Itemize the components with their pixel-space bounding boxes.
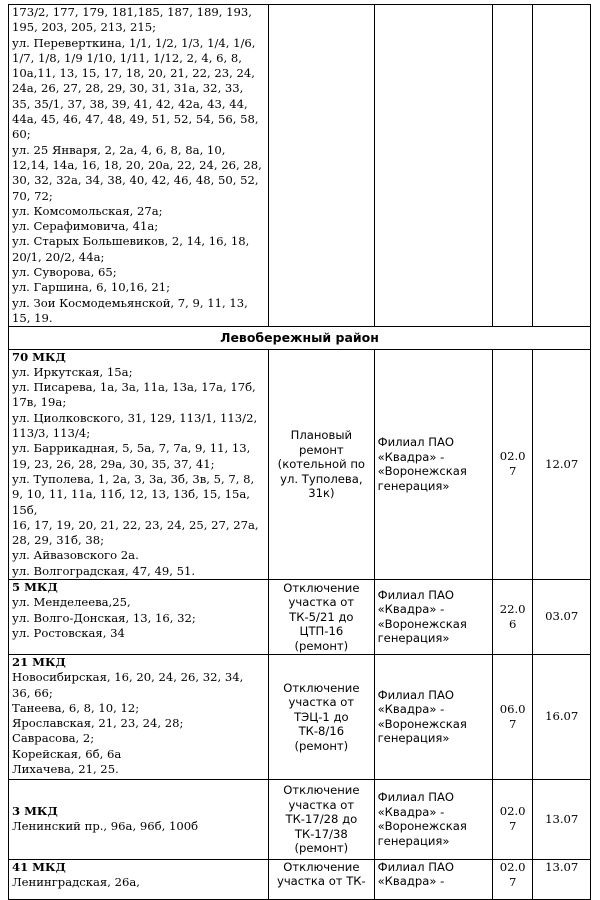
address-cell xyxy=(9,779,269,859)
org-cell xyxy=(374,5,492,327)
table-row xyxy=(9,579,591,654)
table-row xyxy=(9,859,591,899)
district-row xyxy=(9,327,591,349)
address-cell xyxy=(9,859,269,899)
address-cell xyxy=(9,579,269,654)
outage-table xyxy=(8,4,591,900)
work-description: Отключение участка от ТК-5/21 до ЦТП-16 (ремонт) xyxy=(269,579,375,654)
table-row xyxy=(9,349,591,579)
start-date: 02.0 7 xyxy=(492,779,533,859)
work-description: Отключение участка от ТЭЦ-1 до ТК-8/16 (ремонт) xyxy=(269,654,375,779)
work-description: Плановый ремонт (котельной по ул. Туполева, 31к) xyxy=(269,349,375,579)
organization: Филиал ПАО «Квадра» - xyxy=(374,859,492,899)
organization: Филиал ПАО «Квадра» - «Воронежская генерация» xyxy=(374,654,492,779)
organization: Филиал ПАО «Квадра» - «Воронежская генерация» xyxy=(374,779,492,859)
end-date: 13.07 xyxy=(533,859,591,899)
start-date: 02.0 7 xyxy=(492,859,533,899)
building-count: 3 МКД xyxy=(12,804,58,819)
address-cell xyxy=(9,349,269,579)
address-cell xyxy=(9,654,269,779)
end-date: 13.07 xyxy=(533,779,591,859)
work-description: Отключение участка от ТК- xyxy=(269,859,375,899)
address-list: Новосибирская, 16, 20, 24, 26, 32, 34, 36, 66; Танеева, 6, 8, 10, 12; Ярославская, 21, 23, 24, 28; Саврасова, 2; Корейская, 6б, 6а Лихачева, 21, 25. xyxy=(12,670,244,777)
work-description: Отключение участка от ТК-17/28 до ТК-17/38 (ремонт) xyxy=(269,779,375,859)
address-list: 173/2, 177, 179, 181,185, 187, 189, 193, 195, 203, 205, 213, 215; ул. Переверткина, 1/1, 1/2, 1/3, 1/4, 1/6, 1/7, 1/8, 1/9 1/10, 1/11, 1/12, 2, 4, 6, 8, 10a,11, 13, 15, 17, 18, 20, 21, 22, 23, 24, 24а, 26, 27, 28, 29, 30, 31, 31а, 32, 33, 35, 35/1, 37, 38, 39, 41, 42, 42а, 43, 44, 44а, 45, 46, 47, 48, 49, 51, 52, 54, 56, 58, 60; ул. 25 Января, 2, 2а, 4, 6, 8, 8а, 10, 12,14, 14а, 16, 18, 20, 20а, 22, 24, 26, 28, 30, 32, 32а, 34, 38, 40, 42, 46, 48, 50, 52, 70, 72; ул. Комсомольская, 27а; ул. Серафимовича, 41а; ул. Старых Большевиков, 2, 14, 16, 18, 20/1, 20/2, 44а; ул. Суворова, 65; ул. Гаршина, 6, 10,16, 21; ул. Зои Космодемьянской, 7, 9, 11, 13, 15, 19. xyxy=(9,5,269,327)
start-date: 02.0 7 xyxy=(492,349,533,579)
end-date: 03.07 xyxy=(533,579,591,654)
building-count: 41 МКД xyxy=(12,859,66,874)
address-list: Ленинский пр., 96а, 96б, 100б xyxy=(12,819,199,834)
end-date: 16.07 xyxy=(533,654,591,779)
district-title: Левобережный район xyxy=(9,327,591,349)
document-page xyxy=(8,4,596,900)
building-count: 21 МКД xyxy=(12,654,66,669)
organization: Филиал ПАО «Квадра» - «Воронежская генерация» xyxy=(374,349,492,579)
start-date: 06.0 7 xyxy=(492,654,533,779)
organization: Филиал ПАО «Квадра» - «Воронежская генерация» xyxy=(374,579,492,654)
end-date: 12.07 xyxy=(533,349,591,579)
building-count: 5 МКД xyxy=(12,579,58,594)
work-cell xyxy=(269,5,375,327)
address-list: ул. Иркутская, 15а; ул. Писарева, 1а, 3а, 11а, 13а, 17а, 17б, 17в, 19а; ул. Циолковского, 31, 129, 113/1, 113/2, 113/3, 113/4; ул. Баррикадная, 5, 5а, 7, 7а, 9, 11, 13, 19, 23, 26, 28, 29а, 30, 35, 37, 41; ул. Туполева, 1, 2а, 3, 3а, 3б, 3в, 5, 7, 8, 9, 10, 11, 11а, 11б, 12, 13, 13б, 15, 15а, 15б, 16, 17, 19, 20, 21, 22, 23, 24, 25, 27, 27а, 28, 29, 31б, 38; ул. Айвазовского 2а. ул. Волгоградская, 47, 49, 51. xyxy=(12,364,259,578)
address-list: Ленинградская, 26а, xyxy=(12,875,140,890)
table-row xyxy=(9,654,591,779)
start-date-cell xyxy=(492,5,533,327)
building-count: 70 МКД xyxy=(12,349,66,364)
address-list: ул. Менделеева,25, ул. Волго-Донская, 13, 16, 32; ул. Ростовская, 34 xyxy=(12,595,196,640)
table-row xyxy=(9,5,591,327)
start-date: 22.0 6 xyxy=(492,579,533,654)
table-row xyxy=(9,779,591,859)
end-date-cell xyxy=(533,5,591,327)
